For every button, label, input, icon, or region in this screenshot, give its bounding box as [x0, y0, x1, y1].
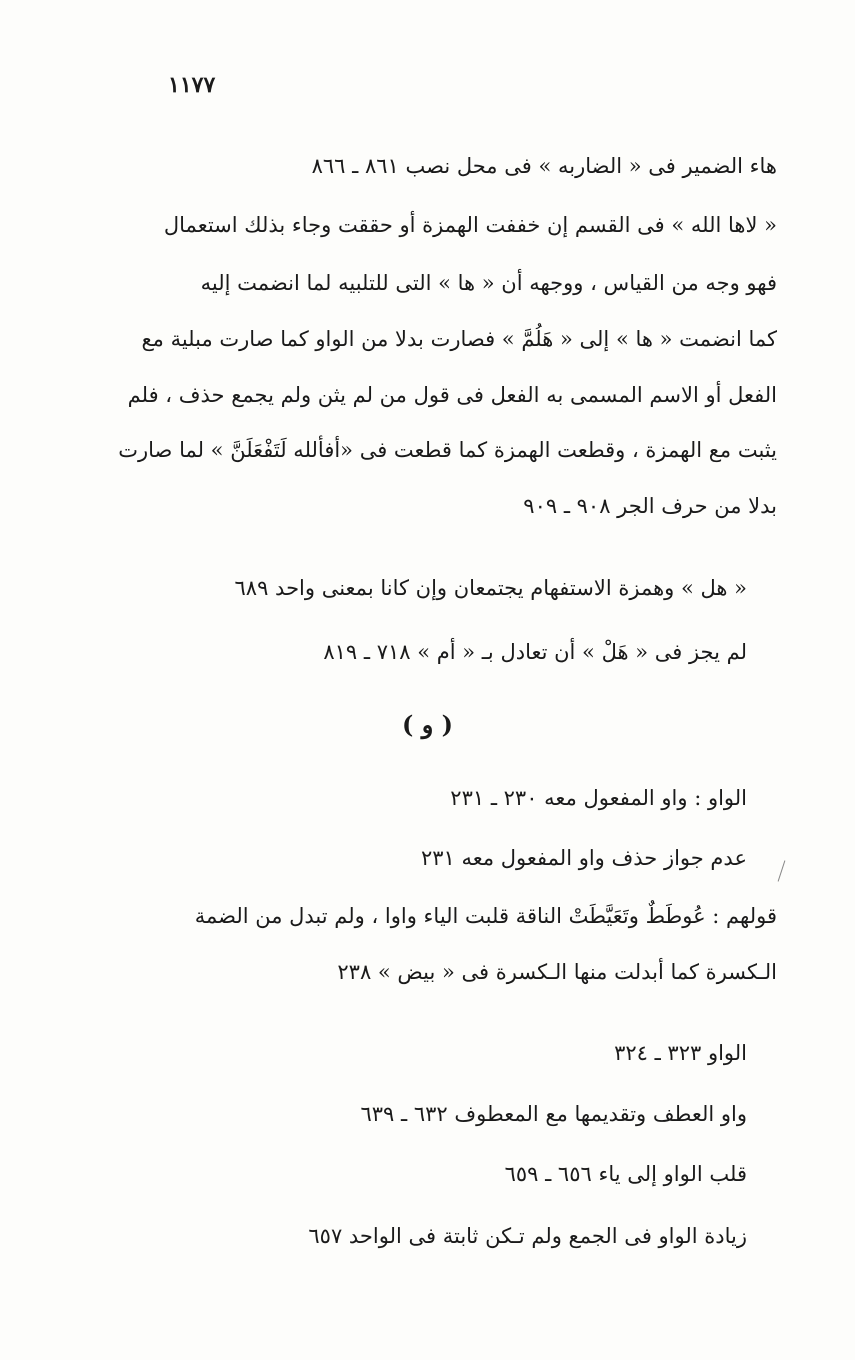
index-entry-laha-allah-line-5: يثبت مع الهمزة ، وقطعت الهمزة كما قطعت فى «أفألله لَتَفْعَلَنَّ » لما صارت: [118, 438, 777, 462]
index-entry-hal-hamza: « هل » وهمزة الاستفهام يجتمعان وإن كانا بمعنى واحد ٦٨٩: [234, 576, 747, 600]
section-heading-waw: ( و ): [401, 710, 453, 739]
index-entry-laha-allah-line-1: « لاها الله » فى القسم إن خففت الهمزة أو حققت وجاء بذلك استعمال: [163, 213, 777, 237]
index-entry-waw-atf: واو العطف وتقديمها مع المعطوف ٦٣٢ ـ ٦٣٩: [360, 1102, 747, 1126]
index-entry-laha-allah-line-4: الفعل أو الاسم المسمى به الفعل فى قول من لم يثن ولم يجمع حذف ، فلم: [127, 383, 777, 407]
page-number: ١١٧٧: [168, 72, 216, 98]
index-entry-ha-damir: هاء الضمير فى « الضاربه » فى محل نصب ٨٦١ ـ ٨٦٦: [311, 154, 777, 178]
stray-pen-mark: [778, 860, 786, 881]
index-entry-qawluhum-line-2: الـكسرة كما أبدلت منها الـكسرة فى « بيض » ٢٣٨: [337, 960, 777, 984]
index-entry-qalb-waw: قلب الواو إلى ياء ٦٥٦ ـ ٦٥٩: [504, 1162, 747, 1186]
index-entry-laha-allah-line-3: كما انضمت « ها » إلى « هَلُمَّ » فصارت بدلا من الواو كما صارت مبلية مع: [141, 327, 777, 351]
index-entry-waw-maful: الواو : واو المفعول معه ٢٣٠ ـ ٢٣١: [450, 786, 747, 810]
index-entry-laha-allah-line-2: فهو وجه من القياس ، ووجهه أن « ها » التى للتلبيه لما انضمت إليه: [200, 271, 777, 295]
index-entry-alwaw: الواو ٣٢٣ ـ ٣٢٤: [614, 1041, 747, 1065]
index-entry-laha-allah-line-6: بدلا من حرف الجر ٩٠٨ ـ ٩٠٩: [523, 494, 777, 518]
index-entry-ziyadat-waw: زيادة الواو فى الجمع ولم تـكن ثابتة فى الواحد ٦٥٧: [308, 1224, 747, 1248]
index-entry-adam-jawaz: عدم جواز حذف واو المفعول معه ٢٣١: [420, 846, 747, 870]
index-entry-lam-yajuz: لم يجز فى « هَلْ » أن تعادل بـ « أم » ٧١٨ ـ ٨١٩: [323, 640, 747, 664]
index-entry-qawluhum-line-1: قولهم : عُوطَطٌ وتَعَيَّطَتْ الناقة قلبت الياء واوا ، ولم تبدل من الضمة: [194, 904, 777, 928]
